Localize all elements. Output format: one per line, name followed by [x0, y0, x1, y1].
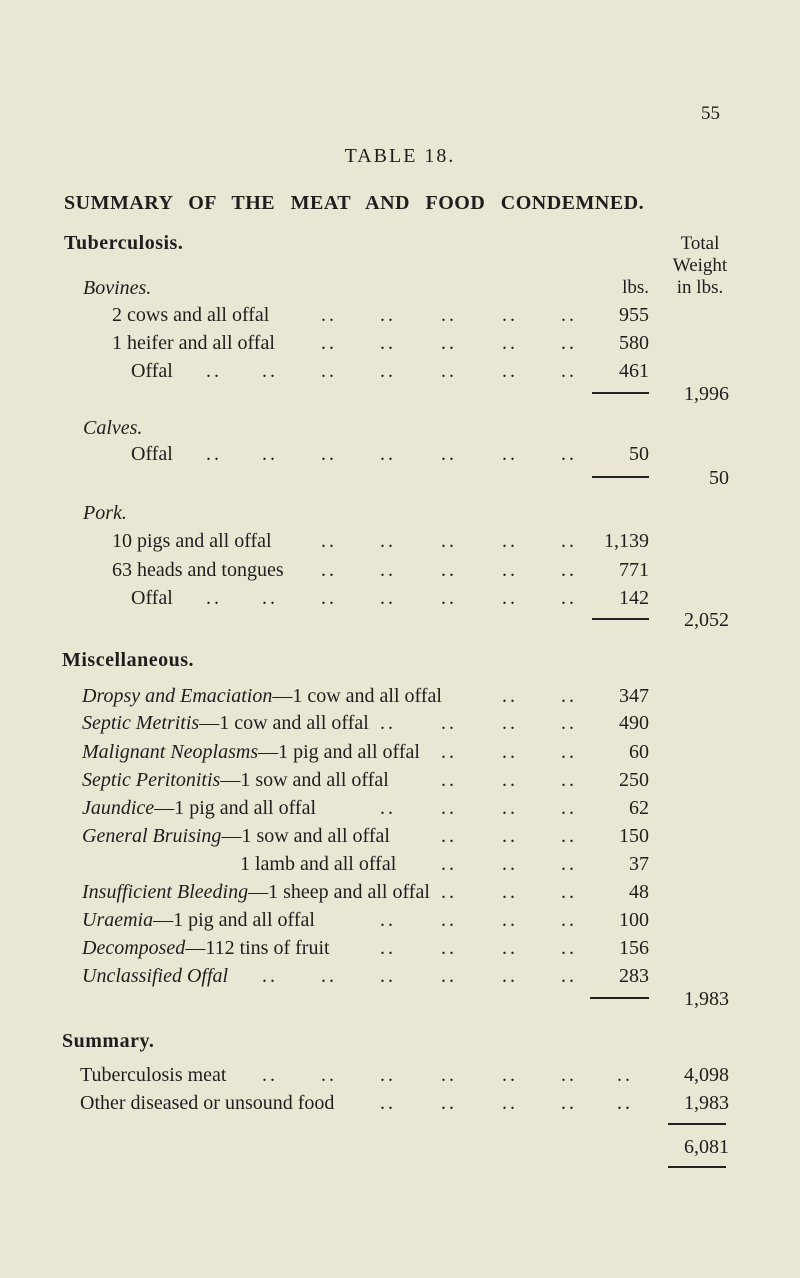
dot-leader: ..: [561, 304, 577, 326]
table-row: [0, 796, 800, 820]
dot-leader: ..: [561, 587, 577, 609]
row-label: [240, 852, 396, 876]
dot-leader: ..: [561, 741, 577, 763]
table-row: [0, 824, 800, 848]
group-total-row: [0, 466, 800, 490]
dot-leader: ..: [561, 1092, 577, 1114]
dot-leader: ..: [441, 797, 457, 819]
detail-label: —1 pig and all offal: [258, 741, 420, 763]
dot-leader: ..: [380, 443, 396, 465]
table-title: TABLE 18.: [344, 145, 456, 167]
table-row: [0, 303, 800, 327]
row-lbs: 50: [629, 443, 649, 465]
dot-leader: ..: [380, 797, 396, 819]
table-row: [0, 740, 800, 764]
row-label: [82, 964, 228, 988]
dot-leader: ..: [441, 530, 457, 552]
row-label: Other diseased or unsound food: [80, 1092, 335, 1114]
dot-leader: ..: [561, 965, 577, 987]
row-lbs: 347: [619, 685, 649, 707]
row-label: [82, 824, 390, 848]
row-lbs: 62: [629, 797, 649, 819]
section-title-summary: Summary.: [62, 1030, 155, 1052]
cause-label: General Bruising: [82, 825, 222, 847]
subsection-title: Bovines.: [83, 277, 152, 299]
dot-leader: ..: [380, 909, 396, 931]
dot-leader: ..: [502, 1092, 518, 1114]
dot-leader: ..: [502, 587, 518, 609]
row-total: 1,983: [684, 1092, 729, 1114]
col-header-weight: Weight: [672, 255, 728, 276]
col-header-in-lbs: in lbs.: [676, 277, 724, 298]
row-lbs: 771: [619, 559, 649, 581]
cause-label: Dropsy and Emaciation: [82, 685, 273, 707]
group-total-row: [0, 987, 800, 1011]
row-lbs: 156: [619, 937, 649, 959]
row-label: 63 heads and tongues: [112, 559, 284, 581]
dot-leader: ..: [321, 360, 337, 382]
dot-leader: ..: [561, 530, 577, 552]
dot-leader: ..: [441, 587, 457, 609]
row-label: [82, 768, 389, 792]
row-lbs: 100: [619, 909, 649, 931]
dot-leader: ..: [561, 909, 577, 931]
total-rule: [668, 1123, 726, 1125]
dot-leader: ..: [441, 712, 457, 734]
row-label: 2 cows and all offal: [112, 304, 270, 326]
dot-leader: ..: [502, 712, 518, 734]
dot-leader: ..: [380, 1092, 396, 1114]
row-label: Offal: [131, 587, 173, 609]
dot-leader: ..: [206, 587, 222, 609]
row-lbs: 150: [619, 825, 649, 847]
cause-label: Insufficient Bleeding: [82, 881, 249, 903]
table-row: [0, 529, 800, 553]
dot-leader: ..: [380, 304, 396, 326]
dot-leader: ..: [502, 965, 518, 987]
dot-leader: ..: [441, 332, 457, 354]
dot-leader: ..: [380, 712, 396, 734]
table-row: [0, 964, 800, 988]
row-label: [82, 796, 316, 820]
summary-row: [0, 1091, 800, 1115]
dot-leader: ..: [561, 685, 577, 707]
dot-leader: ..: [441, 965, 457, 987]
dot-leader: ..: [502, 769, 518, 791]
col-header-lbs: lbs.: [622, 277, 649, 298]
dot-leader: ..: [502, 937, 518, 959]
row-lbs: 37: [629, 853, 649, 875]
table-row: [0, 684, 800, 708]
detail-label: —1 sheep and all offal: [248, 881, 430, 903]
detail-label: —1 sow and all offal: [221, 825, 390, 847]
dot-leader: ..: [206, 360, 222, 382]
row-lbs: 283: [619, 965, 649, 987]
dot-leader: ..: [262, 965, 278, 987]
section-title-miscellaneous: Miscellaneous.: [62, 649, 194, 671]
dot-leader: ..: [441, 853, 457, 875]
summary-row: [0, 1063, 800, 1087]
dot-leader: ..: [321, 965, 337, 987]
dot-leader: ..: [561, 712, 577, 734]
dot-leader: ..: [441, 937, 457, 959]
row-label: 1 heifer and all offal: [112, 332, 275, 354]
group-total: 1,996: [684, 383, 729, 405]
row-label: Offal: [131, 443, 173, 465]
dot-leader: ..: [561, 797, 577, 819]
dot-leader: ..: [502, 530, 518, 552]
row-lbs: 580: [619, 332, 649, 354]
page-heading: SUMMARY OF THE MEAT AND FOOD CONDEMNED.: [64, 192, 645, 214]
dot-leader: ..: [321, 587, 337, 609]
row-lbs: 48: [629, 881, 649, 903]
table-row: [0, 586, 800, 610]
dot-leader: ..: [502, 360, 518, 382]
misc-total: 1,983: [684, 988, 729, 1010]
cause-label: Unclassified Offal: [82, 965, 229, 987]
row-label: [82, 684, 442, 708]
total-double-rule: [668, 1166, 726, 1168]
dot-leader: ..: [502, 741, 518, 763]
subsection-title: Calves.: [83, 417, 143, 439]
dot-leader: ..: [262, 360, 278, 382]
row-lbs: 60: [629, 741, 649, 763]
row-lbs: 142: [619, 587, 649, 609]
dot-leader: ..: [502, 1064, 518, 1086]
row-label: Offal: [131, 360, 173, 382]
dot-leader: ..: [561, 443, 577, 465]
dot-leader: ..: [441, 881, 457, 903]
dot-leader: ..: [321, 332, 337, 354]
row-label: Tuberculosis meat: [80, 1064, 227, 1086]
row-lbs: 490: [619, 712, 649, 734]
dot-leader: ..: [561, 559, 577, 581]
dot-leader: ..: [502, 685, 518, 707]
dot-leader: ..: [561, 825, 577, 847]
table-row: [0, 331, 800, 355]
cause-label: Septic Metritis: [82, 712, 200, 734]
dot-leader: ..: [441, 1064, 457, 1086]
dot-leader: ..: [502, 853, 518, 875]
dot-leader: ..: [441, 825, 457, 847]
row-label: [82, 936, 330, 960]
group-total: 2,052: [684, 609, 729, 631]
dot-leader: ..: [380, 332, 396, 354]
dot-leader: ..: [380, 530, 396, 552]
group-total-row: [0, 608, 800, 632]
table-row: [0, 852, 800, 876]
dot-leader: ..: [502, 909, 518, 931]
row-total: 4,098: [684, 1064, 729, 1086]
dot-leader: ..: [561, 853, 577, 875]
row-lbs: 461: [619, 360, 649, 382]
cause-label: Jaundice: [82, 797, 155, 819]
dot-leader: ..: [502, 797, 518, 819]
group-total: 50: [709, 467, 729, 489]
dot-leader: ..: [262, 1064, 278, 1086]
detail-label: —1 sow and all offal: [220, 769, 389, 791]
detail-label: —1 pig and all offal: [154, 797, 317, 819]
dot-leader: ..: [380, 1064, 396, 1086]
detail-label: —1 pig and all offal: [153, 909, 315, 931]
dot-leader: ..: [380, 587, 396, 609]
dot-leader: ..: [502, 332, 518, 354]
dot-leader: ..: [380, 360, 396, 382]
dot-leader: ..: [441, 443, 457, 465]
page-number: 55: [701, 103, 720, 124]
dot-leader: ..: [561, 332, 577, 354]
dot-leader: ..: [502, 443, 518, 465]
section-title-tuberculosis: Tuberculosis.: [64, 232, 184, 254]
dot-leader: ..: [441, 909, 457, 931]
dot-leader: ..: [441, 360, 457, 382]
table-row: [0, 768, 800, 792]
dot-leader: ..: [321, 443, 337, 465]
dot-leader: ..: [561, 937, 577, 959]
row-label: [82, 711, 369, 735]
dot-leader: ..: [321, 530, 337, 552]
dot-leader: ..: [321, 304, 337, 326]
row-label: 10 pigs and all offal: [112, 530, 272, 552]
row-label: [82, 740, 420, 764]
dot-leader: ..: [380, 559, 396, 581]
dot-leader: ..: [380, 937, 396, 959]
dot-leader: ..: [262, 587, 278, 609]
row-lbs: 250: [619, 769, 649, 791]
dot-leader: ..: [502, 559, 518, 581]
dot-leader: ..: [561, 360, 577, 382]
dot-leader: ..: [441, 304, 457, 326]
dot-leader: ..: [561, 881, 577, 903]
dot-leader: ..: [441, 559, 457, 581]
detail-label: —112 tins of fruit: [185, 937, 330, 959]
table-row: [0, 359, 800, 383]
dot-leader: ..: [441, 1092, 457, 1114]
dot-leader: ..: [321, 1064, 337, 1086]
row-lbs: 955: [619, 304, 649, 326]
dot-leader: ..: [441, 741, 457, 763]
table-row: [0, 908, 800, 932]
dot-leader: ..: [206, 443, 222, 465]
row-label: [82, 880, 430, 904]
dot-leader: ..: [321, 559, 337, 581]
dot-leader: ..: [262, 443, 278, 465]
dot-leader: ..: [441, 769, 457, 791]
cause-label: Malignant Neoplasms: [82, 741, 259, 763]
dot-leader: ..: [561, 1064, 577, 1086]
dot-leader: ..: [617, 1092, 633, 1114]
cause-label: Decomposed: [82, 937, 186, 959]
table-row: [0, 880, 800, 904]
table-row: [0, 442, 800, 466]
detail-label: —1 cow and all offal: [199, 712, 369, 734]
cause-label: Uraemia: [82, 909, 154, 931]
dot-leader: ..: [502, 304, 518, 326]
dot-leader: ..: [502, 881, 518, 903]
row-lbs: 1,139: [604, 530, 649, 552]
table-row: [0, 711, 800, 735]
detail-label: 1 lamb and all offal: [240, 853, 397, 875]
group-total-row: [0, 382, 800, 406]
grand-total-row: [0, 1135, 800, 1159]
dot-leader: ..: [502, 825, 518, 847]
row-label: [82, 908, 315, 932]
table-row: [0, 558, 800, 582]
table-row: [0, 936, 800, 960]
col-header-total: Total: [680, 233, 720, 254]
dot-leader: ..: [561, 769, 577, 791]
subsection-title: Pork.: [83, 502, 127, 524]
grand-total: 6,081: [684, 1136, 729, 1158]
dot-leader: ..: [380, 965, 396, 987]
detail-label: —1 cow and all offal: [272, 685, 442, 707]
dot-leader: ..: [617, 1064, 633, 1086]
cause-label: Septic Peritonitis: [82, 769, 221, 791]
